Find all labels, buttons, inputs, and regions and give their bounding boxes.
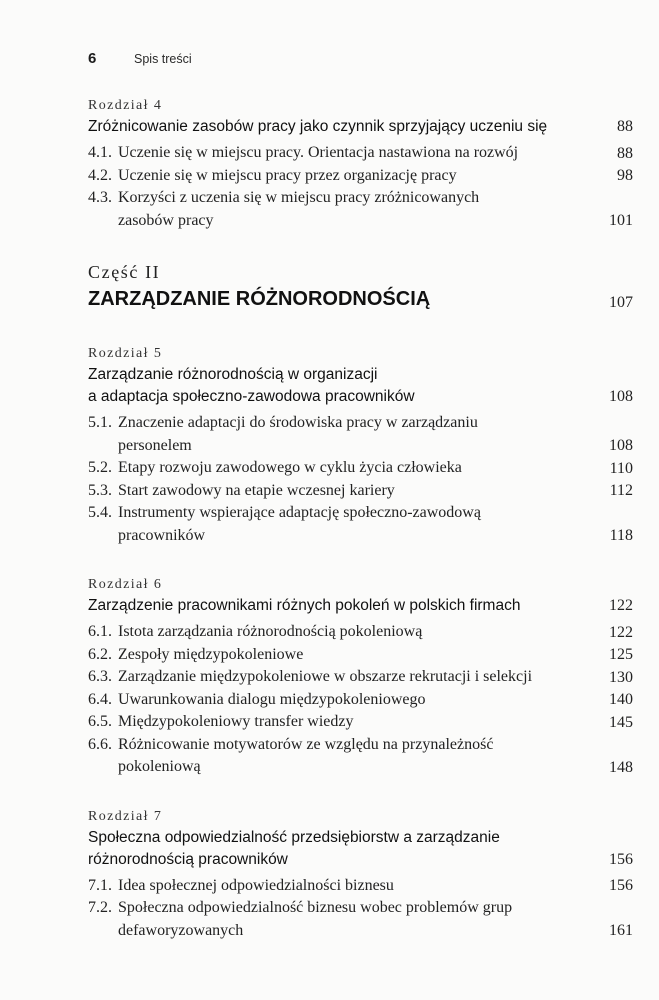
section-title: Etapy rozwoju zawodowego w cyklu życia człowieka — [118, 459, 462, 476]
section-title: Uwarunkowania dialogu międzypokoleniowego — [118, 690, 426, 708]
section-number: 6.6. — [88, 735, 112, 753]
page-ref: 140 — [609, 691, 633, 708]
page-ref: 107 — [609, 294, 633, 311]
page-ref: 122 — [609, 623, 633, 641]
section-item[interactable] — [88, 165, 633, 188]
section-item[interactable] — [88, 897, 633, 942]
section-item[interactable] — [88, 711, 633, 734]
section-number: 5.3. — [88, 481, 112, 499]
section-title: Uczenie się w miejscu pracy przez organizację pracy — [118, 166, 457, 184]
section-item[interactable] — [88, 480, 633, 503]
page-ref: 125 — [609, 646, 633, 663]
chapter-title-row[interactable] — [88, 595, 633, 617]
section-title: Społeczna odpowiedzialność biznesu wobec problemów grup defaworyzowanych — [118, 899, 513, 939]
chapter-label: Rozdział 6 — [88, 577, 163, 592]
page-ref: 88 — [617, 144, 633, 162]
section-item[interactable] — [88, 621, 633, 644]
section-list — [88, 875, 633, 943]
section-list — [88, 142, 633, 232]
page-ref: 112 — [609, 482, 633, 499]
chapter-title-line: Zarządzanie różnorodnością w organizacji — [88, 366, 378, 383]
chapter-title-row[interactable] — [88, 827, 633, 871]
section-title: Instrumenty wspierające adaptację społeczno-zawodową pracowników — [118, 504, 481, 544]
chapter-title — [88, 364, 415, 408]
section-number: 4.3. — [88, 189, 112, 206]
chapter-label: Rozdział 5 — [88, 346, 163, 361]
chapter-title-row[interactable] — [88, 364, 633, 408]
section-item[interactable] — [88, 187, 633, 232]
section-number: 7.1. — [88, 876, 112, 894]
chapter-label: Rozdział 4 — [88, 98, 163, 113]
section-title: Istota zarządzania różnorodnością pokoleniową — [118, 623, 423, 640]
section-number: 5.4. — [88, 504, 112, 521]
chapter-title-line: a adaptacja społeczno-zawodowa pracowników — [88, 388, 415, 405]
section-number: 4.2. — [88, 166, 112, 184]
page-ref: 161 — [609, 922, 633, 939]
chapter-label: Rozdział 7 — [88, 808, 163, 824]
chapter-title-line: różnorodnością pracowników — [88, 850, 288, 868]
part-title-row[interactable] — [88, 284, 633, 314]
page-ref: 122 — [609, 597, 633, 614]
running-head: Spis treści — [134, 52, 192, 66]
section-title: Znaczenie adaptacji do środowiska pracy w zarządzaniu personelem — [118, 414, 478, 454]
page-header — [88, 50, 192, 67]
section-item[interactable] — [88, 502, 633, 547]
section-number: 5.1. — [88, 414, 112, 431]
table-of-contents — [88, 96, 633, 970]
page-ref: 88 — [617, 118, 633, 135]
section-number: 4.1. — [88, 144, 112, 161]
chapter-title: Zarządzenie pracownikami różnych pokoleń w polskich firmach — [88, 597, 521, 614]
chapter-title-row[interactable] — [88, 116, 633, 138]
page-ref: 156 — [609, 877, 633, 894]
page-ref: 148 — [609, 758, 633, 776]
section-title: Zarządzanie międzypokoleniowe w obszarze rekrutacji i selekcji — [118, 668, 533, 685]
chapter-4 — [88, 96, 633, 232]
page-ref: 156 — [609, 850, 633, 868]
page-ref: 118 — [609, 527, 633, 544]
section-number: 5.2. — [88, 459, 112, 476]
section-number: 6.4. — [88, 690, 112, 708]
section-number: 6.5. — [88, 713, 112, 730]
page-ref: 98 — [617, 167, 633, 184]
section-title: Idea społecznej odpowiedzialności biznesu — [118, 876, 394, 894]
page-ref: 101 — [609, 212, 633, 229]
section-item[interactable] — [88, 689, 633, 712]
section-number: 6.3. — [88, 668, 112, 685]
section-number: 6.2. — [88, 645, 112, 663]
section-item[interactable] — [88, 412, 633, 457]
page-ref: 110 — [609, 459, 633, 477]
chapter-title: Zróżnicowanie zasobów pracy jako czynnik sprzyjający uczeniu się — [88, 118, 548, 135]
part-label: Część II — [88, 262, 161, 282]
page-ref: 130 — [609, 668, 633, 686]
section-title: Różnicowanie motywatorów ze względu na przynależność pokoleniową — [118, 735, 494, 775]
section-item[interactable] — [88, 666, 633, 689]
part-title: ZARZĄDZANIE RÓŻNORODNOŚCIĄ — [88, 288, 431, 310]
section-title: Uczenie się w miejscu pracy. Orientacja nastawiona na rozwój — [118, 144, 519, 161]
chapter-title — [88, 827, 500, 871]
section-number: 6.1. — [88, 623, 112, 640]
chapter-title-line: Społeczna odpowiedzialność przedsiębiorstw a zarządzanie — [88, 828, 500, 846]
page-ref: 108 — [609, 437, 633, 454]
section-item[interactable] — [88, 644, 633, 667]
section-item[interactable] — [88, 734, 633, 779]
section-title: Start zawodowy na etapie wczesnej kariery — [118, 481, 395, 499]
chapter-5 — [88, 344, 633, 547]
part-2 — [88, 260, 633, 314]
page-ref: 108 — [609, 388, 633, 405]
section-list — [88, 621, 633, 779]
section-item[interactable] — [88, 142, 633, 165]
page-ref: 145 — [609, 713, 633, 731]
section-item[interactable] — [88, 875, 633, 898]
section-title: Międzypokoleniowy transfer wiedzy — [118, 713, 354, 730]
section-number: 7.2. — [88, 899, 112, 916]
chapter-7 — [88, 807, 633, 943]
section-item[interactable] — [88, 457, 633, 480]
section-title: Korzyści z uczenia się w miejscu pracy zróżnicowanych zasobów pracy — [118, 189, 480, 229]
chapter-6 — [88, 575, 633, 779]
section-list — [88, 412, 633, 547]
section-title: Zespoły międzypokoleniowe — [118, 645, 304, 663]
page-number: 6 — [88, 50, 97, 67]
